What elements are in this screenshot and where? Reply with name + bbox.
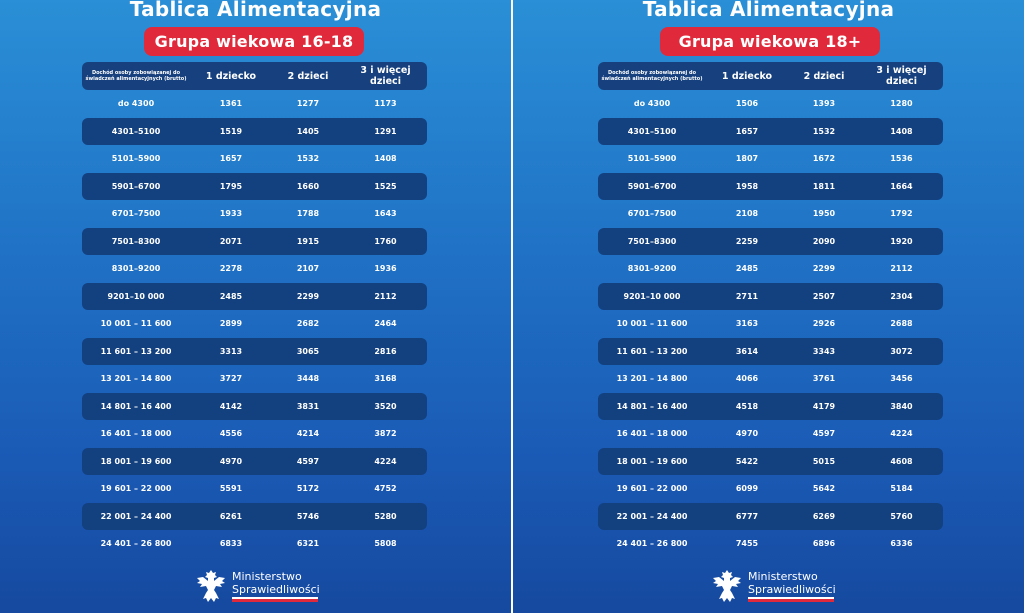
ministry-name-line1: Ministerstwo bbox=[232, 570, 302, 583]
table-row bbox=[598, 255, 943, 283]
amount-cell: 2108 bbox=[735, 209, 759, 219]
column-header: 1 dziecko bbox=[205, 70, 257, 82]
amount-cell: 4556 bbox=[219, 429, 243, 439]
amount-cell: 1657 bbox=[219, 154, 243, 164]
table-row bbox=[82, 255, 427, 283]
table-row bbox=[82, 503, 427, 531]
amount-cell: 3065 bbox=[296, 346, 320, 356]
income-range-cell: 9201–10 000 bbox=[623, 291, 681, 301]
income-range-cell: 24 401 – 26 800 bbox=[616, 539, 688, 549]
table-row bbox=[82, 283, 427, 311]
amount-cell: 4214 bbox=[296, 429, 320, 439]
amount-cell: 1405 bbox=[296, 126, 320, 136]
amount-cell: 3456 bbox=[890, 374, 913, 384]
table-row bbox=[598, 200, 943, 228]
amount-cell: 1660 bbox=[296, 181, 320, 191]
amount-cell: 6896 bbox=[812, 539, 836, 549]
income-range-cell: 13 201 – 14 800 bbox=[100, 374, 172, 384]
amount-cell: 2711 bbox=[735, 291, 759, 301]
amount-cell: 1408 bbox=[890, 126, 913, 136]
table-row bbox=[82, 145, 427, 173]
income-range-cell: 14 801 – 16 400 bbox=[616, 401, 688, 411]
amount-cell: 6833 bbox=[219, 539, 243, 549]
amount-cell: 4066 bbox=[735, 374, 759, 384]
amount-cell: 4518 bbox=[735, 401, 759, 411]
table-row bbox=[598, 118, 943, 146]
column-header: Dochód osoby zobowiązanej do świadczeń alimentacyjnych (brutto) bbox=[601, 70, 703, 82]
age-group-badge: Grupa wiekowa 16-18 bbox=[144, 27, 364, 56]
amount-cell: 1664 bbox=[890, 181, 913, 191]
column-header: 3 i więcej dzieci bbox=[360, 65, 411, 87]
amount-cell: 1672 bbox=[812, 154, 836, 164]
income-range-cell: 5901–6700 bbox=[111, 181, 161, 191]
amount-cell: 2278 bbox=[219, 264, 243, 274]
income-range-cell: 6701–7500 bbox=[627, 209, 677, 219]
panel-18-plus bbox=[513, 0, 1024, 613]
amount-cell: 2682 bbox=[296, 319, 320, 329]
amount-cell: 1519 bbox=[219, 126, 243, 136]
table-row bbox=[598, 310, 943, 338]
amount-cell: 2816 bbox=[374, 346, 397, 356]
table-header bbox=[598, 62, 943, 90]
table-row bbox=[82, 420, 427, 448]
income-range-cell: 5101–5900 bbox=[111, 154, 161, 164]
amount-cell: 2112 bbox=[374, 291, 397, 301]
amount-cell: 3761 bbox=[812, 374, 836, 384]
table-row bbox=[598, 283, 943, 311]
amount-cell: 1536 bbox=[890, 154, 913, 164]
amount-cell: 6099 bbox=[735, 484, 759, 494]
amount-cell: 1657 bbox=[735, 126, 759, 136]
amount-cell: 5746 bbox=[296, 511, 320, 521]
amount-cell: 2112 bbox=[890, 264, 913, 274]
table-row bbox=[598, 338, 943, 366]
table-row bbox=[598, 393, 943, 421]
amount-cell: 4752 bbox=[374, 484, 397, 494]
page-title: Tablica Alimentacyjna bbox=[129, 0, 382, 21]
amount-cell: 1933 bbox=[219, 209, 243, 219]
table-row bbox=[598, 228, 943, 256]
income-range-cell: do 4300 bbox=[117, 99, 155, 109]
amount-cell: 5808 bbox=[374, 539, 397, 549]
income-range-cell: do 4300 bbox=[633, 99, 671, 109]
amount-cell: 1643 bbox=[374, 209, 397, 219]
amount-cell: 3520 bbox=[374, 401, 397, 411]
amount-cell: 2090 bbox=[812, 236, 836, 246]
amount-cell: 6261 bbox=[219, 511, 243, 521]
table-row bbox=[598, 90, 943, 118]
income-range-cell: 11 601 – 13 200 bbox=[616, 346, 688, 356]
amount-cell: 3840 bbox=[890, 401, 913, 411]
amount-cell: 2688 bbox=[890, 319, 913, 329]
amount-cell: 1920 bbox=[890, 236, 913, 246]
amount-cell: 3343 bbox=[812, 346, 836, 356]
amount-cell: 1950 bbox=[812, 209, 836, 219]
income-range-cell: 22 001 – 24 400 bbox=[100, 511, 172, 521]
amount-cell: 2464 bbox=[374, 319, 397, 329]
amount-cell: 3448 bbox=[296, 374, 320, 384]
income-range-cell: 18 001 – 19 600 bbox=[100, 456, 172, 466]
amount-cell: 1807 bbox=[735, 154, 759, 164]
income-range-cell: 8301–9200 bbox=[627, 264, 677, 274]
income-range-cell: 4301–5100 bbox=[627, 126, 677, 136]
table-row bbox=[82, 173, 427, 201]
table-row bbox=[82, 530, 427, 558]
amount-cell: 5280 bbox=[374, 511, 397, 521]
amount-cell: 4597 bbox=[296, 456, 320, 466]
income-range-cell: 6701–7500 bbox=[111, 209, 161, 219]
income-range-cell: 19 601 – 22 000 bbox=[100, 484, 172, 494]
table-row bbox=[598, 145, 943, 173]
age-group-badge: Grupa wiekowa 18+ bbox=[660, 27, 880, 56]
amount-cell: 2071 bbox=[219, 236, 243, 246]
table-row bbox=[82, 90, 427, 118]
income-range-cell: 11 601 – 13 200 bbox=[100, 346, 172, 356]
amount-cell: 3872 bbox=[374, 429, 397, 439]
amount-cell: 4224 bbox=[374, 456, 397, 466]
alimony-table bbox=[598, 62, 943, 558]
amount-cell: 1361 bbox=[219, 99, 243, 109]
ministry-logo bbox=[194, 566, 320, 606]
table-row bbox=[598, 173, 943, 201]
amount-cell: 1173 bbox=[374, 99, 397, 109]
table-row bbox=[82, 118, 427, 146]
table-row bbox=[598, 448, 943, 476]
amount-cell: 5642 bbox=[812, 484, 836, 494]
amount-cell: 5184 bbox=[890, 484, 913, 494]
amount-cell: 4597 bbox=[812, 429, 836, 439]
ministry-logo bbox=[710, 566, 836, 606]
polish-flag-stripe bbox=[748, 597, 834, 602]
table-row bbox=[598, 530, 943, 558]
amount-cell: 5591 bbox=[219, 484, 243, 494]
amount-cell: 1792 bbox=[890, 209, 913, 219]
amount-cell: 1795 bbox=[219, 181, 243, 191]
ministry-name-line1: Ministerstwo bbox=[748, 570, 818, 583]
amount-cell: 1280 bbox=[890, 99, 913, 109]
amount-cell: 1958 bbox=[735, 181, 759, 191]
amount-cell: 3727 bbox=[219, 374, 243, 384]
table-row bbox=[82, 228, 427, 256]
amount-cell: 4179 bbox=[812, 401, 836, 411]
polish-flag-stripe bbox=[232, 597, 318, 602]
income-range-cell: 10 001 – 11 600 bbox=[616, 319, 688, 329]
column-header: 2 dzieci bbox=[287, 70, 329, 82]
eagle-emblem-icon bbox=[194, 567, 228, 605]
table-row bbox=[82, 365, 427, 393]
amount-cell: 1393 bbox=[812, 99, 836, 109]
amount-cell: 2485 bbox=[219, 291, 243, 301]
table-row bbox=[82, 338, 427, 366]
column-header: 3 i więcej dzieci bbox=[876, 65, 927, 87]
amount-cell: 5015 bbox=[812, 456, 836, 466]
income-range-cell: 24 401 – 26 800 bbox=[100, 539, 172, 549]
amount-cell: 2507 bbox=[812, 291, 836, 301]
amount-cell: 6321 bbox=[296, 539, 320, 549]
amount-cell: 1760 bbox=[374, 236, 397, 246]
income-range-cell: 7501–8300 bbox=[627, 236, 677, 246]
amount-cell: 2899 bbox=[219, 319, 243, 329]
amount-cell: 2304 bbox=[890, 291, 913, 301]
amount-cell: 1811 bbox=[812, 181, 836, 191]
income-range-cell: 10 001 – 11 600 bbox=[100, 319, 172, 329]
amount-cell: 2259 bbox=[735, 236, 759, 246]
amount-cell: 3614 bbox=[735, 346, 759, 356]
amount-cell: 3163 bbox=[735, 319, 759, 329]
income-range-cell: 14 801 – 16 400 bbox=[100, 401, 172, 411]
column-header: 1 dziecko bbox=[721, 70, 773, 82]
panel-16-18 bbox=[0, 0, 511, 613]
income-range-cell: 7501–8300 bbox=[111, 236, 161, 246]
income-range-cell: 5101–5900 bbox=[627, 154, 677, 164]
amount-cell: 1915 bbox=[296, 236, 320, 246]
income-range-cell: 5901–6700 bbox=[627, 181, 677, 191]
ministry-name-line2: Sprawiedliwości bbox=[232, 583, 320, 596]
amount-cell: 5172 bbox=[296, 484, 320, 494]
income-range-cell: 16 401 – 18 000 bbox=[616, 429, 688, 439]
ministry-name-line2: Sprawiedliwości bbox=[748, 583, 836, 596]
income-range-cell: 16 401 – 18 000 bbox=[100, 429, 172, 439]
table-header bbox=[82, 62, 427, 90]
amount-cell: 4970 bbox=[219, 456, 243, 466]
amount-cell: 3168 bbox=[374, 374, 397, 384]
column-header: 2 dzieci bbox=[803, 70, 845, 82]
amount-cell: 2485 bbox=[735, 264, 759, 274]
amount-cell: 3313 bbox=[219, 346, 243, 356]
income-range-cell: 13 201 – 14 800 bbox=[616, 374, 688, 384]
table-row bbox=[82, 475, 427, 503]
amount-cell: 4970 bbox=[735, 429, 759, 439]
column-header: Dochód osoby zobowiązanej do świadczeń alimentacyjnych (brutto) bbox=[85, 70, 187, 82]
table-row bbox=[82, 310, 427, 338]
table-row bbox=[82, 200, 427, 228]
eagle-emblem-icon bbox=[710, 567, 744, 605]
amount-cell: 2107 bbox=[296, 264, 320, 274]
amount-cell: 3831 bbox=[296, 401, 320, 411]
amount-cell: 4142 bbox=[219, 401, 243, 411]
income-range-cell: 9201–10 000 bbox=[107, 291, 165, 301]
amount-cell: 6269 bbox=[812, 511, 836, 521]
amount-cell: 1936 bbox=[374, 264, 397, 274]
amount-cell: 1532 bbox=[296, 154, 320, 164]
amount-cell: 1532 bbox=[812, 126, 836, 136]
table-row bbox=[598, 475, 943, 503]
alimony-table bbox=[82, 62, 427, 558]
income-range-cell: 8301–9200 bbox=[111, 264, 161, 274]
income-range-cell: 4301–5100 bbox=[111, 126, 161, 136]
amount-cell: 2299 bbox=[812, 264, 836, 274]
income-range-cell: 19 601 – 22 000 bbox=[616, 484, 688, 494]
income-range-cell: 18 001 – 19 600 bbox=[616, 456, 688, 466]
amount-cell: 2926 bbox=[812, 319, 836, 329]
page-title: Tablica Alimentacyjna bbox=[642, 0, 895, 21]
amount-cell: 1277 bbox=[296, 99, 320, 109]
income-range-cell: 22 001 – 24 400 bbox=[616, 511, 688, 521]
amount-cell: 4608 bbox=[890, 456, 913, 466]
table-row bbox=[598, 420, 943, 448]
amount-cell: 5760 bbox=[890, 511, 913, 521]
table-row bbox=[598, 503, 943, 531]
amount-cell: 6777 bbox=[735, 511, 759, 521]
amount-cell: 6336 bbox=[890, 539, 913, 549]
table-row bbox=[82, 393, 427, 421]
table-row bbox=[82, 448, 427, 476]
amount-cell: 4224 bbox=[890, 429, 913, 439]
amount-cell: 1788 bbox=[296, 209, 320, 219]
amount-cell: 7455 bbox=[735, 539, 759, 549]
amount-cell: 2299 bbox=[296, 291, 320, 301]
amount-cell: 1291 bbox=[374, 126, 397, 136]
amount-cell: 5422 bbox=[735, 456, 759, 466]
amount-cell: 1525 bbox=[374, 181, 397, 191]
amount-cell: 1506 bbox=[735, 99, 759, 109]
amount-cell: 3072 bbox=[890, 346, 913, 356]
table-row bbox=[598, 365, 943, 393]
amount-cell: 1408 bbox=[374, 154, 397, 164]
